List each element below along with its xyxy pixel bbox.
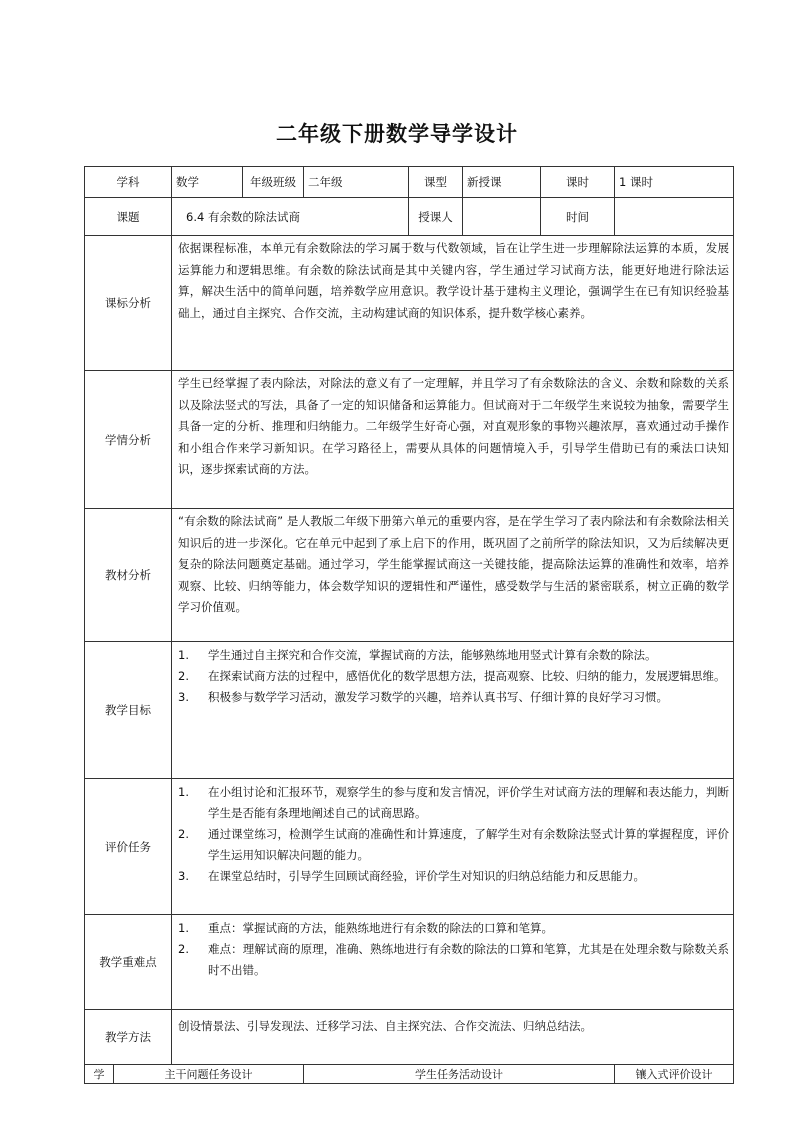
goals-list — [178, 645, 729, 708]
standards-label: 课标分析 — [85, 236, 172, 371]
item-text: 学生通过自主探究和合作交流，掌握试商的方法，能够熟练地用竖式计算有余数的除法。 — [208, 648, 657, 662]
header-col-2: 主干问题任务设计 — [114, 1065, 304, 1084]
topic-value: 6.4 有余数的除法试商 — [172, 198, 409, 236]
methods-label: 教学方法 — [85, 1010, 172, 1065]
activity-header-row — [85, 1065, 734, 1084]
item-number: 3. — [178, 690, 189, 704]
grade-label: 年级班级 — [243, 167, 304, 198]
item-number: 2. — [178, 827, 189, 841]
item-text: 在探索试商方法的过程中，感悟优化的数学思想方法，提高观察、比较、归纳的能力，发展逻辑思维。 — [208, 669, 726, 683]
list-item — [178, 687, 729, 708]
type-label: 课型 — [409, 167, 463, 198]
topic-row — [85, 198, 734, 236]
page-title: 二年级下册数学导学设计 — [276, 122, 518, 146]
list-item — [178, 918, 729, 939]
period-label: 课时 — [541, 167, 615, 198]
students-row — [85, 371, 734, 509]
item-number: 3. — [178, 869, 189, 883]
topic-label: 课题 — [85, 198, 172, 236]
textbook-text: “有余数的除法试商” 是人教版二年级下册第六单元的重要内容，是在学生学习了表内除法和有余数除法相关知识后的进一步深化。它在单元中起到了承上启下的作用，既巩固了之前所学的除法知识，又为后续解决更复杂的除法问题奠定基础。通过学习，学生能掌握试商这一关键技能，提高除法运算的准确性和效率，培养观察、比较、归纳等能力，体会数学知识的逻辑性和严谨性，感受数学与生活的紧密联系，树立正确的数学学习价值观。 — [172, 509, 734, 642]
standards-text: 依据课程标准，本单元有余数除法的学习属于数与代数领域，旨在让学生进一步理解除法运算的本质，发展运算能力和逻辑思维。有余数的除法试商是其中关键内容，学生通过学习试商方法，能更好地进行除法运算，解决生活中的简单问题，培养数学应用意识。教学设计基于建构主义理论，强调学生在已有知识经验基础上，通过自主探究、合作交流，主动构建试商的知识体系，提升数学核心素养。 — [172, 236, 734, 371]
keypoints-row — [85, 915, 734, 1010]
item-text: 难点：理解试商的原理，准确、熟练地进行有余数的除法的口算和笔算，尤其是在处理余数与除数关系时不出错。 — [208, 942, 729, 977]
keypoints-list — [178, 918, 729, 981]
list-item — [178, 939, 729, 981]
textbook-label: 教材分析 — [85, 509, 172, 642]
header-col-4: 镶入式评价设计 — [615, 1065, 734, 1084]
evaluation-cell — [172, 779, 734, 915]
item-text: 在小组讨论和汇报环节，观察学生的参与度和发言情况，评价学生对试商方法的理解和表达能力，判断学生是否能有条理地阐述自己的试商思路。 — [208, 785, 729, 820]
item-text: 通过课堂练习，检测学生试商的准确性和计算速度，了解学生对有余数除法竖式计算的掌握程度，评价学生运用知识解决问题的能力。 — [208, 827, 729, 862]
time-label: 时间 — [541, 198, 615, 236]
standards-row — [85, 236, 734, 371]
time-value — [615, 198, 734, 236]
subject-label: 学科 — [85, 167, 172, 198]
list-item — [178, 666, 729, 687]
evaluation-list — [178, 782, 729, 887]
item-number: 1. — [178, 785, 189, 799]
keypoints-cell — [172, 915, 734, 1010]
students-text: 学生已经掌握了表内除法，对除法的意义有了一定理解，并且学习了有余数除法的含义、余数和除数的关系以及除法竖式的写法，具备了一定的知识储备和运算能力。但试商对于二年级学生来说较为抽象，需要学生具备一定的分析、推理和归纳能力。二年级学生好奇心强，对直观形象的事物兴趣浓厚，喜欢通过动手操作和小组合作来学习新知识。在学习路径上，需要从具体的问题情境入手，引导学生借助已有的乘法口诀知识，逐步探索试商的方法。 — [172, 371, 734, 509]
type-value: 新授课 — [463, 167, 541, 198]
evaluation-row — [85, 779, 734, 915]
teacher-label: 授课人 — [409, 198, 463, 236]
item-number: 1. — [178, 648, 189, 662]
teacher-value — [463, 198, 541, 236]
item-number: 2. — [178, 669, 189, 683]
evaluation-label: 评价任务 — [85, 779, 172, 915]
period-value: 1 课时 — [615, 167, 734, 198]
item-number: 1. — [178, 921, 189, 935]
goals-label: 教学目标 — [85, 642, 172, 779]
list-item — [178, 866, 729, 887]
list-item — [178, 645, 729, 666]
item-text: 在课堂总结时，引导学生回顾试商经验，评价学生对知识的归纳总结能力和反思能力。 — [208, 869, 645, 883]
item-number: 2. — [178, 942, 189, 956]
header-col-3: 学生任务活动设计 — [304, 1065, 615, 1084]
item-text: 积极参与数学学习活动，激发学习数学的兴趣，培养认真书写、仔细计算的良好学习习惯。 — [208, 690, 668, 704]
goals-cell — [172, 642, 734, 779]
info-row — [85, 167, 734, 198]
textbook-row — [85, 509, 734, 642]
lesson-plan-table — [84, 166, 734, 1084]
header-col-1: 学 — [85, 1065, 114, 1084]
students-label: 学情分析 — [85, 371, 172, 509]
grade-value: 二年级 — [304, 167, 409, 198]
subject-value: 数学 — [172, 167, 243, 198]
list-item — [178, 782, 729, 824]
item-text: 重点：掌握试商的方法，能熟练地进行有余数的除法的口算和笔算。 — [208, 921, 553, 935]
keypoints-label: 教学重难点 — [85, 915, 172, 1010]
methods-row — [85, 1010, 734, 1065]
goals-row — [85, 642, 734, 779]
methods-text: 创设情景法、引导发现法、迁移学习法、自主探究法、合作交流法、归纳总结法。 — [172, 1010, 734, 1065]
list-item — [178, 824, 729, 866]
